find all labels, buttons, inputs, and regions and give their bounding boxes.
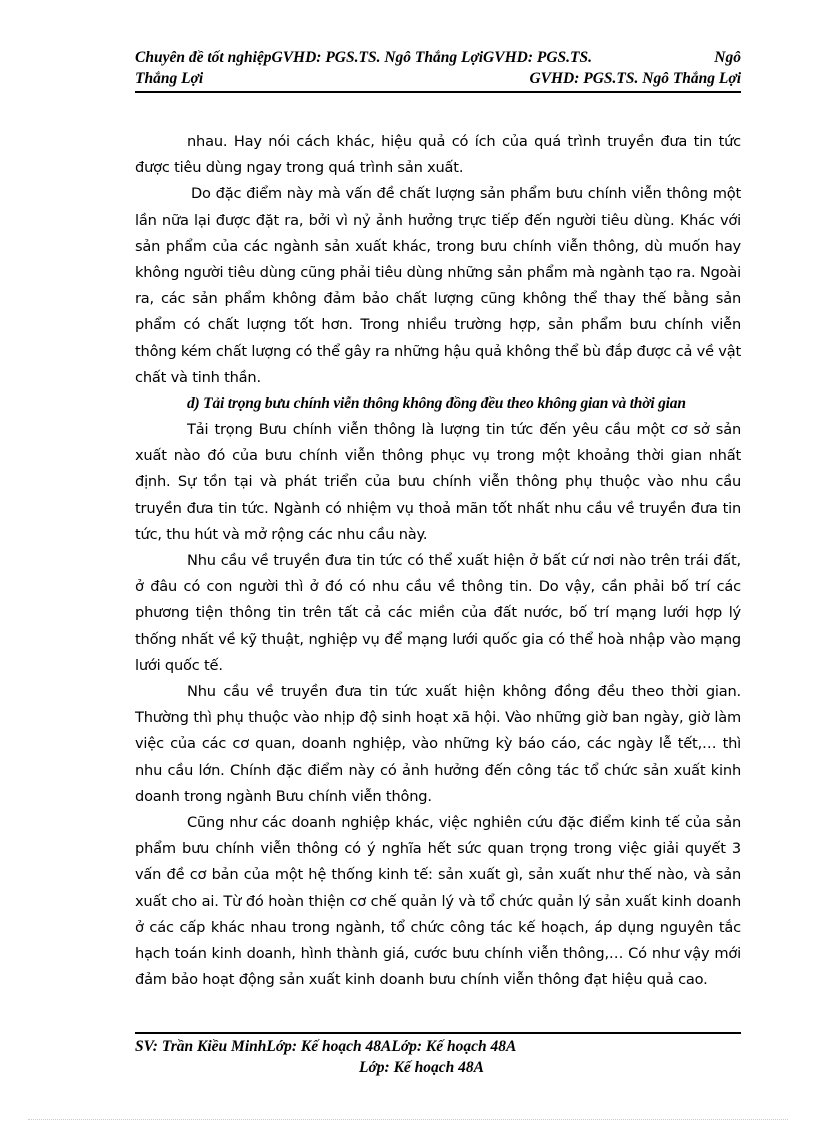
header-line-2: [135, 68, 741, 89]
header-line-1-right: Ngô: [714, 49, 741, 66]
paragraph-temporal-demand: Nhu cầu về truyền đưa tin tức xuất hiện không đồng đều theo thời gian. Thường thì phụ thuộc vào nhịp độ sinh hoạt xã hội. Vào những giờ ban ngày, giờ làm việc của các cơ quan, doanh nghiệp, vào những kỳ báo cáo, các ngày lễ tết,… thì nhu cầu lớn. Chính đặc điểm này có ảnh hưởng đến công tác tổ chức sản xuất kinh doanh trong ngành Bưu chính viễn thông.: [135, 683, 741, 805]
page-bottom-border: [28, 1119, 788, 1120]
footer-divider: [135, 1032, 741, 1034]
header-divider: [135, 91, 741, 93]
paragraph-spatial-demand: Nhu cầu về truyền đưa tin tức có thể xuất hiện ở bất cứ nơi nào trên trái đất, ở đâu có con người thì ở đó có nhu cầu về thông tin. Do vậy, cần phải bố trí các phương tiện thông tin trên tất cả các miền của đất nước, bố trí mạng lưới hợp lý thống nhất về kỹ thuật, nghiệp vụ để mạng lưới quốc gia có thể hoà nhập vào mạng lưới quốc tế.: [135, 552, 741, 674]
paragraph-load-definition: Tải trọng Bưu chính viễn thông là lượng tin tức đến yêu cầu một cơ sở sản xuất nào đó của bưu chính viễn thông phục vụ trong một khoảng thời gian nhất định. Sự tồn tại và phát triển của bưu chính viễn thông phụ thuộc vào nhu cầu truyền đưa tin tức. Ngành có nhiệm vụ thoả mãn tốt nhất nhu cầu về truyền đưa tin tức, thu hút và mở rộng các nhu cầu này.: [135, 421, 741, 543]
paragraph-conclusion: Cũng như các doanh nghiệp khác, việc nghiên cứu đặc điểm kinh tế của sản phẩm bưu chính viễn thông có ý nghĩa hết sức quan trọng trong việc giải quyết 3 vấn đề cơ bản của một hệ thống kinh tế: sản xuất gì, sản xuất như thế nào, và sản xuất cho ai. Từ đó hoàn thiện cơ chế quản lý và tổ chức quản lý sản xuất kinh doanh ở các cấp khác nhau trong ngành, tổ chức công tác kế hoạch, áp dụng nguyên tắc hạch toán kinh doanh, hình thành giá, cước bưu chính viễn thông,… Có như vậy mới đảm bảo hoạt động sản xuất kinh doanh bưu chính viễn thông đạt hiệu quả cao.: [135, 814, 741, 989]
header-line-2-right: GVHD: PGS.TS. Ngô Thắng Lợi: [529, 70, 741, 87]
page-footer: [135, 1036, 741, 1078]
header-line-1: [135, 47, 741, 68]
section-heading-d: d) Tải trọng bưu chính viễn thông không đồng đều theo không gian và thời gian: [187, 395, 686, 413]
paragraph-quality: Do đặc điểm này mà vấn đề chất lượng sản phẩm bưu chính viễn thông một lần nữa lại được đặt ra, bởi vì nỷ ảnh hưởng trực tiếp đến người tiêu dùng. Khác với sản phẩm của các ngành sản xuất khác, trong bưu chính viễn thông, dù muốn hay không người tiêu dùng cũng phải tiêu dùng những sản phẩm mà ngành tạo ra. Ngoài ra, các sản phẩm không đảm bảo chất lượng cũng không thể thay thế bằng sản phẩm có chất lượng tốt hơn. Trong nhiều trường hợp, sản phẩm bưu chính viễn thông kém chất lượng có thể gây ra những hậu quả không thể bù đắp được cả về vật chất và tinh thần.: [135, 185, 741, 386]
header-line-2-left: Thắng Lợi: [135, 70, 204, 87]
paragraph-continuation: nhau. Hay nói cách khác, hiệu quả có ích của quá trình truyền đưa tin tức được tiêu dùng ngay trong quá trình sản xuất.: [135, 133, 741, 177]
header-line-1-left: Chuyên đề tốt nghiệpGVHD: PGS.TS. Ngô Thắng LợiGVHD: PGS.TS.: [135, 49, 593, 66]
footer-line-2: Lớp: Kế hoạch 48A: [359, 1059, 484, 1076]
page-body: [135, 129, 741, 994]
page-header: [135, 47, 741, 89]
footer-line-1: SV: Trần Kiều MinhLớp: Kế hoạch 48ALớp: Kế hoạch 48A: [135, 1038, 517, 1055]
